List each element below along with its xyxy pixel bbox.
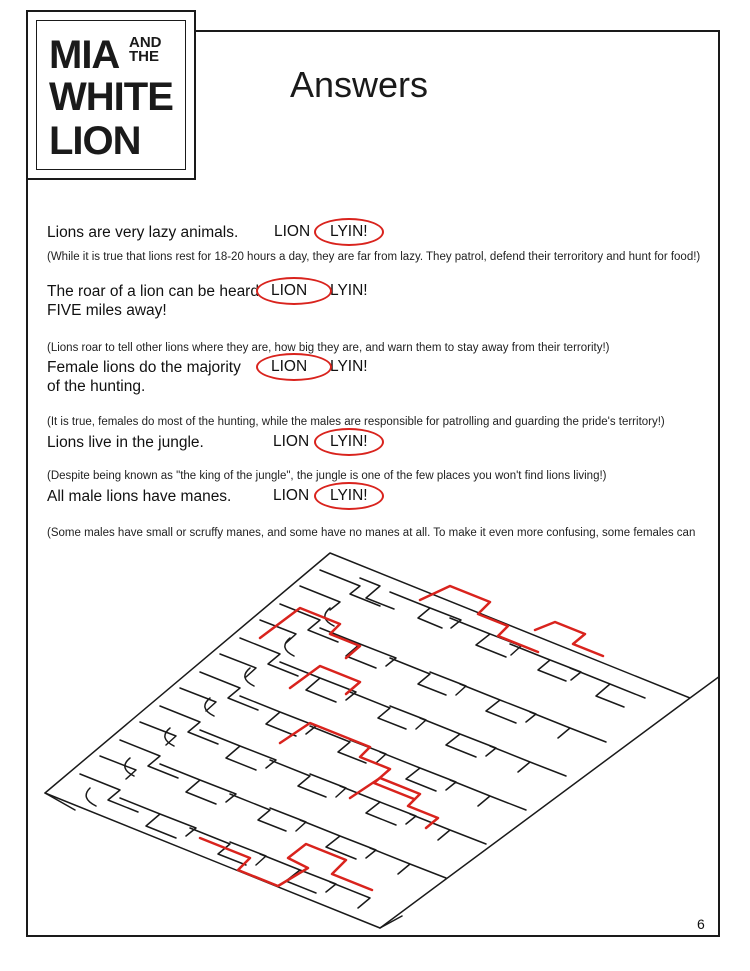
statement-3-line-2: of the hunting.: [47, 378, 146, 395]
option-lion-3: LION: [271, 358, 308, 375]
explanation-5: (Some males have small or scruffy manes, and some have no manes at all. To make it even more confusing, some females can: [47, 527, 696, 539]
statement-5: All male lions have manes.: [47, 488, 232, 505]
option-lion-4: LION: [273, 433, 310, 450]
logo-lion: LION: [49, 119, 141, 163]
option-lyin-3: LYIN!: [330, 358, 368, 375]
statement-4: Lions live in the jungle.: [47, 434, 204, 451]
option-lyin-1: LYIN!: [330, 223, 368, 240]
statement-3-line-1: Female lions do the majority: [47, 359, 241, 376]
explanation-1: (While it is true that lions rest for 18-20 hours a day, they are far from lazy. They patrol, defend their terroritory and hunt for food!): [47, 251, 701, 263]
option-lyin-5: LYIN!: [330, 487, 368, 504]
statement-2: [47, 282, 259, 320]
logo-and-the: AND THE: [129, 34, 162, 66]
maze-puzzle: [30, 548, 720, 930]
logo: [26, 10, 196, 180]
option-lion-2: LION: [271, 282, 308, 299]
explanation-2: (Lions roar to tell other lions where they are, how big they are, and warn them to stay away from their terrority!): [47, 342, 610, 354]
page-number: 6: [697, 916, 705, 932]
statement-2-line-2: FIVE miles away!: [47, 302, 167, 319]
logo-inner-border: [36, 20, 186, 170]
option-lion-1: LION: [274, 223, 311, 240]
statement-2-line-1: The roar of a lion can be heard: [47, 283, 259, 300]
maze-walls: [45, 553, 720, 928]
logo-mia: MIA: [49, 33, 120, 77]
maze-solution-path: [200, 586, 603, 890]
statement-1: Lions are very lazy animals.: [47, 224, 239, 241]
option-lyin-4: LYIN!: [330, 433, 368, 450]
explanation-4: (Despite being known as "the king of the jungle", the jungle is one of the few places you won't find lions living!): [47, 470, 607, 482]
option-lyin-2: LYIN!: [330, 282, 368, 299]
logo-white: WHITE: [49, 75, 173, 119]
option-lion-5: LION: [273, 487, 310, 504]
explanation-3: (It is true, females do most of the hunting, while the males are responsible for patrolling and guarding the pride's territory!): [47, 416, 665, 428]
statement-3: [47, 358, 241, 396]
page-title: Answers: [290, 64, 429, 105]
